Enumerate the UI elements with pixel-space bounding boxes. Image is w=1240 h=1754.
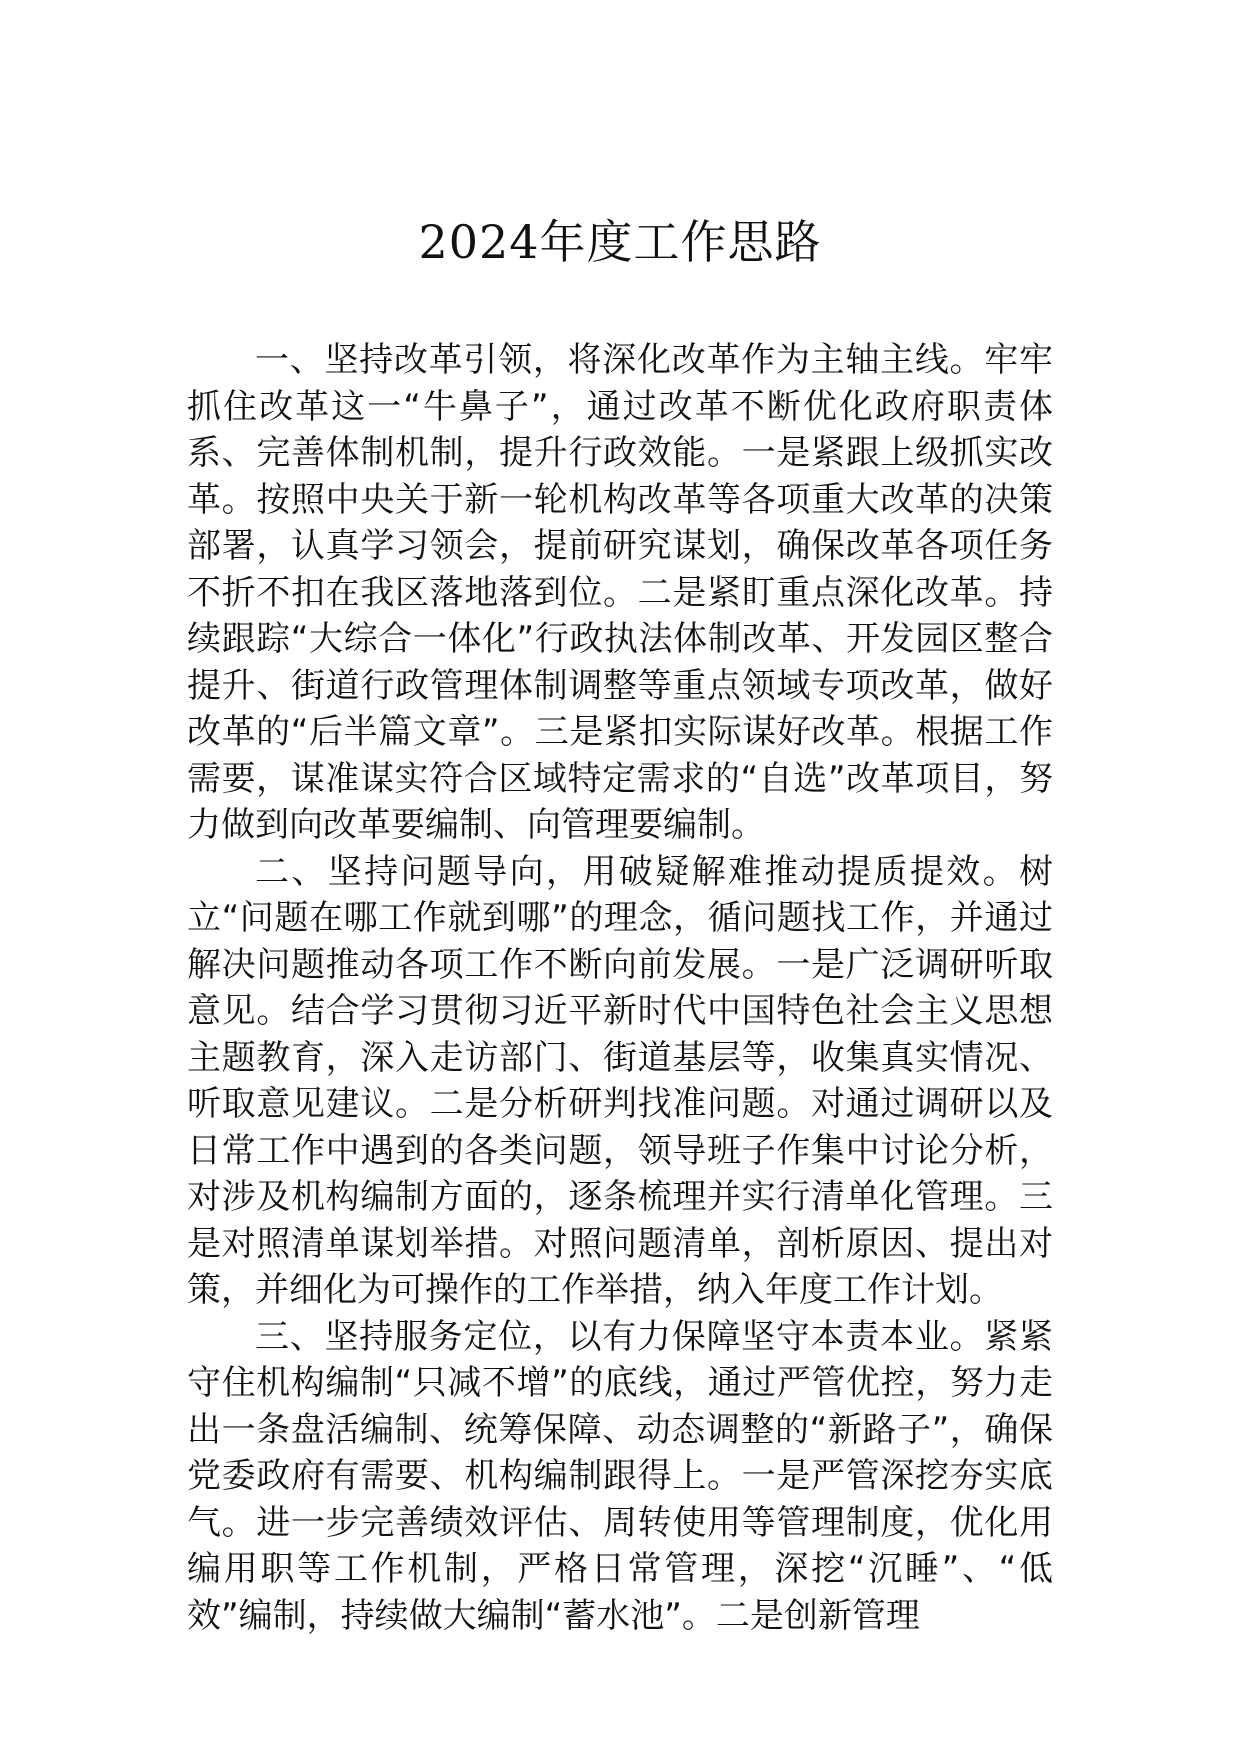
paragraph-reform: 一、坚持改革引领，将深化改革作为主轴主线。牢牢抓住改革这一“牛鼻子”，通过改革不断优化政府职责体系、完善体制机制，提升行政效能。一是紧跟上级抓实改革。按照中央关于新一轮机构改革等各项重大改革的决策部署，认真学习领会，提前研究谋划，确保改革各项任务不折不扣在我区落地落到位。二是紧盯重点深化改革。持续跟踪“大综合一体化”行政执法体制改革、开发园区整合提升、街道行政管理体制调整等重点领域专项改革，做好改革的“后半篇文章”。三是紧扣实际谋好改革。根据工作需要，谋准谋实符合区域特定需求的“自选”改革项目，努力做到向改革要编制、向管理要编制。 — [187, 340, 1053, 845]
paragraph-problem-oriented: 二、坚持问题导向，用破疑解难推动提质提效。树立“问题在哪工作就到哪”的理念，循问题找工作，并通过解决问题推动各项工作不断向前发展。一是广泛调研听取意见。结合学习贯彻习近平新时代中国特色社会主义思想主题教育，深入走访部门、街道基层等，收集真实情况、听取意见建议。二是分析研判找准问题。对通过调研以及日常工作中遇到的各类问题，领导班子作集中讨论分析，对涉及机构编制方面的，逐条梳理并实行清单化管理。三是对照清单谋划举措。对照问题清单，剖析原因、提出对策，并细化为可操作的工作举措，纳入年度工作计划。 — [187, 851, 1053, 1310]
paragraph-service: 三、坚持服务定位，以有力保障坚守本责本业。紧紧守住机构编制“只减不增”的底线，通过严管优控，努力走出一条盘活编制、统筹保障、动态调整的“新路子”，确保党委政府有需要、机构编制跟得上。一是严管深挖夯实底气。进一步完善绩效评估、周转使用等管理制度，优化用编用职等工作机制，严格日常管理，深挖“沉睡”、“低效”编制，持续做大编制“蓄水池”。二是创新管理 — [187, 1316, 1053, 1636]
document-body — [187, 337, 1053, 1639]
document-title: 2024年度工作思路 — [418, 215, 822, 269]
